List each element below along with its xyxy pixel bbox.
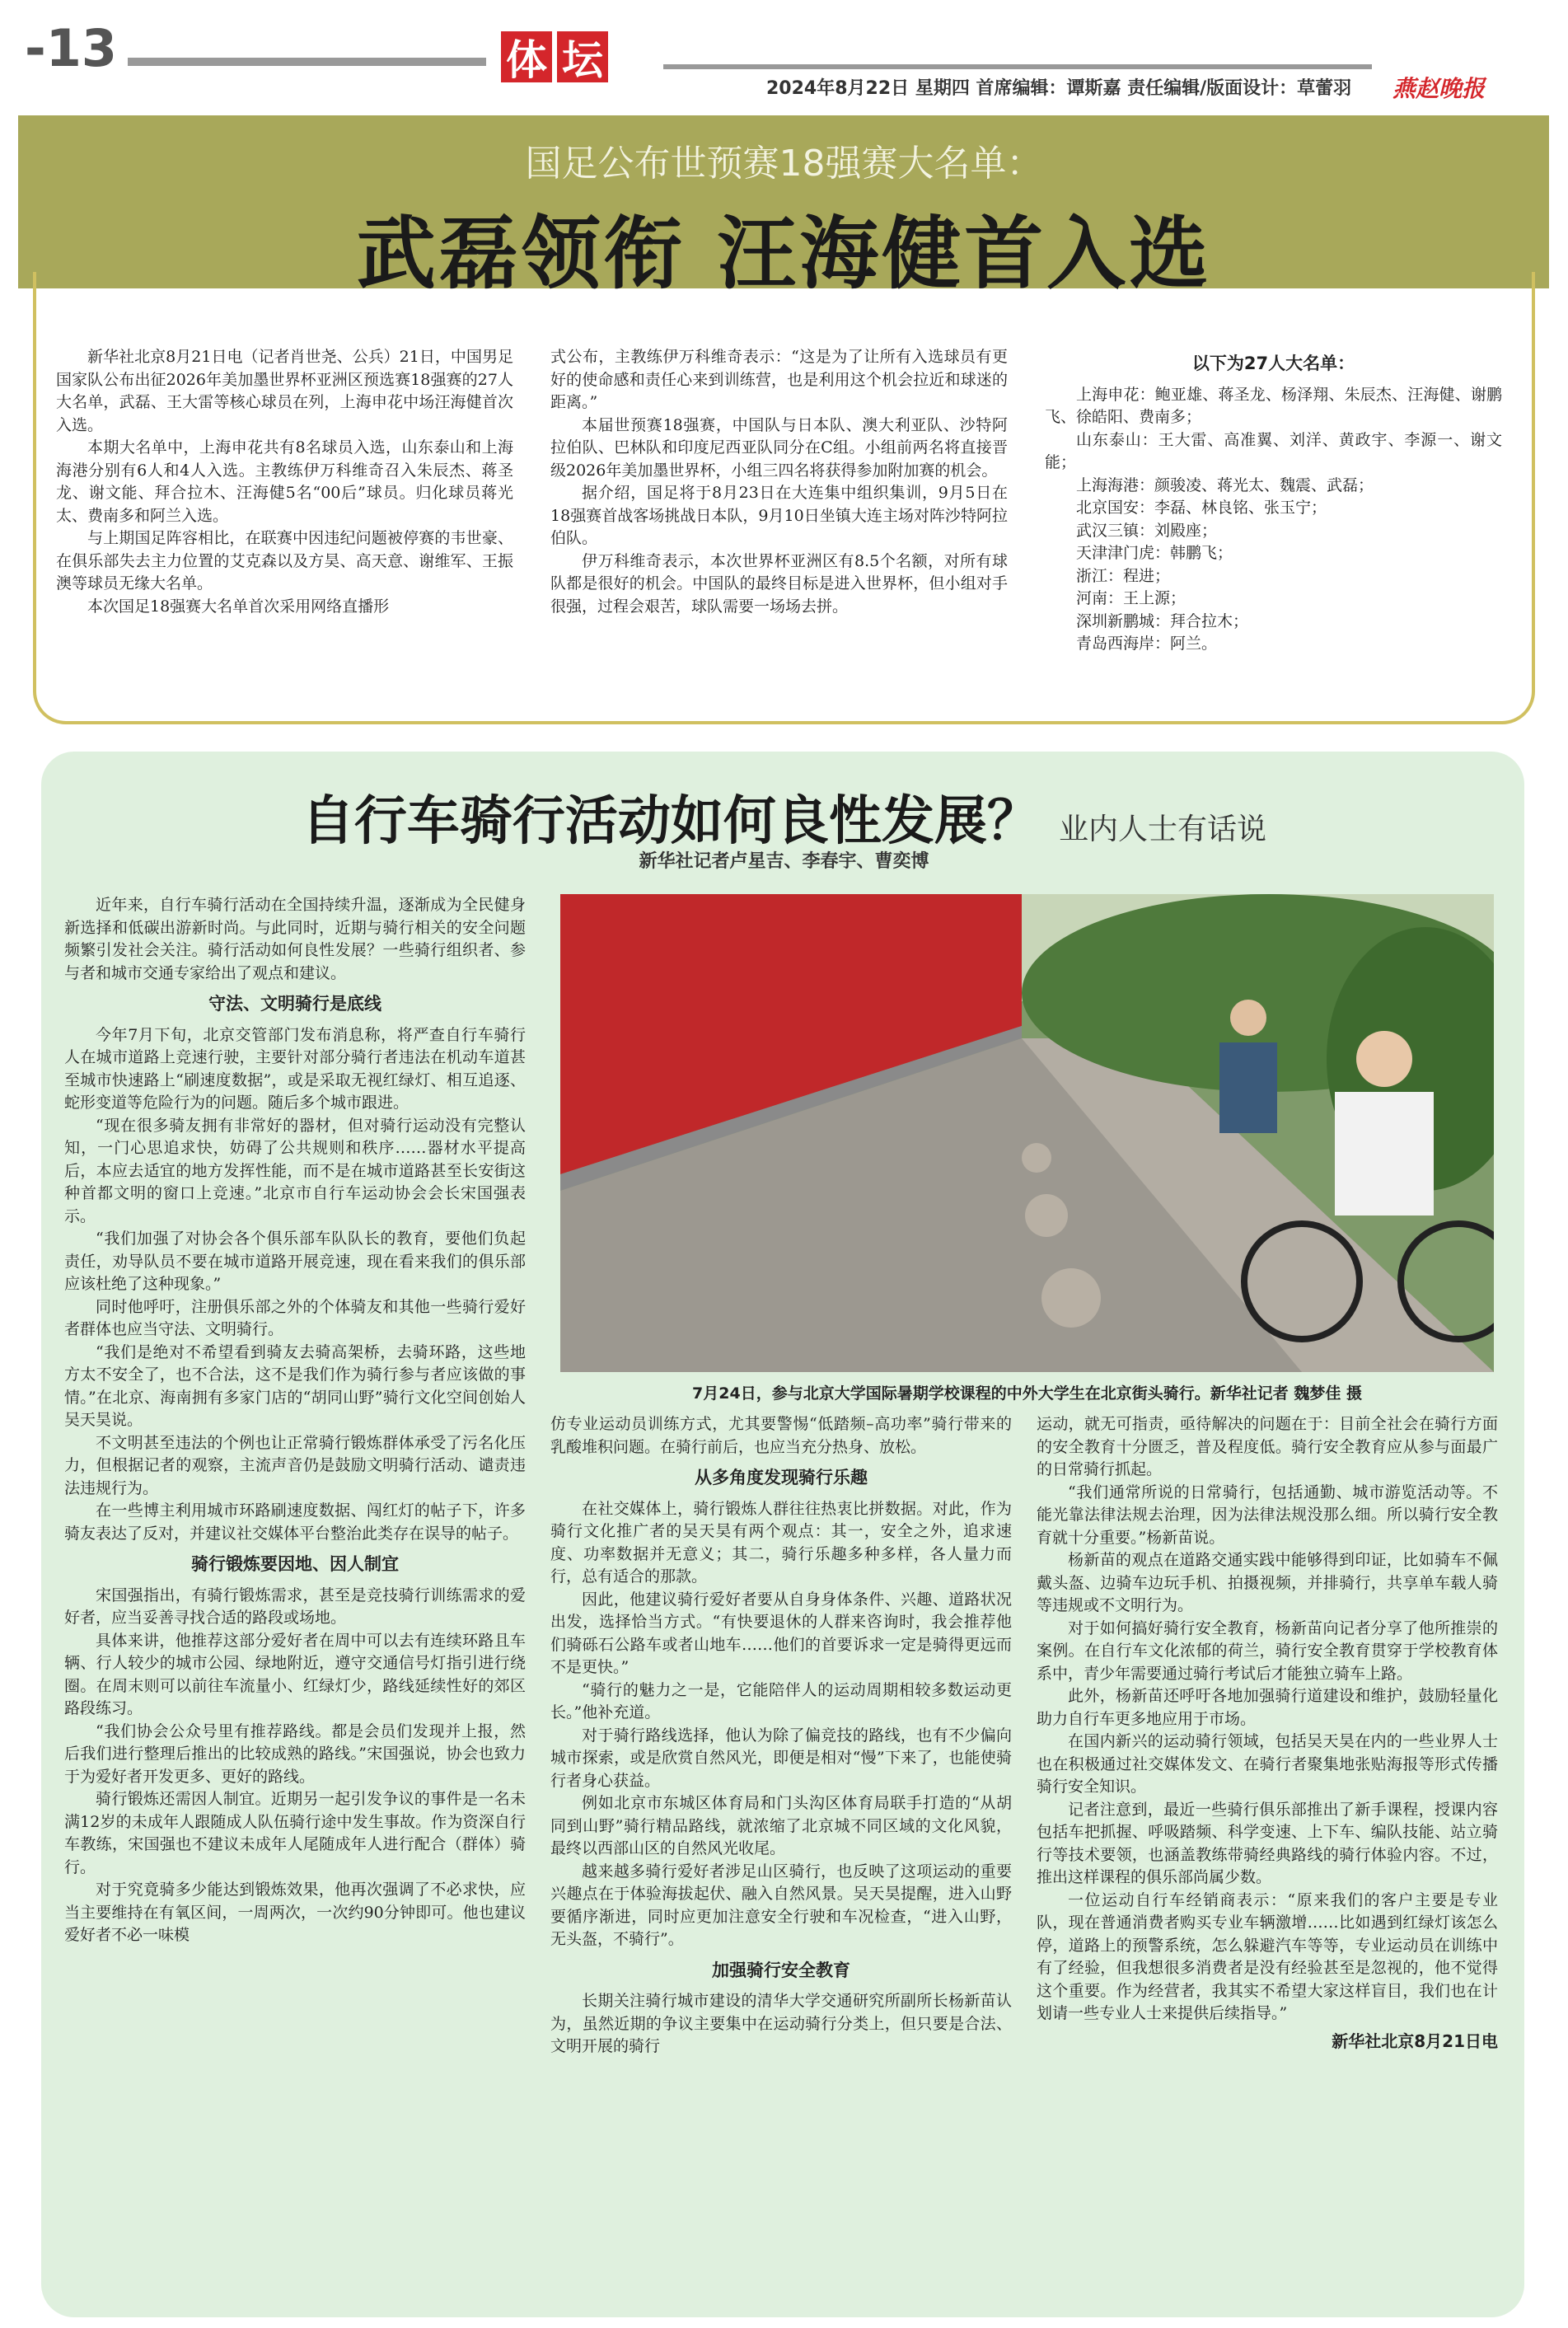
article2-col1b-p3: “我们协会公众号里有推荐路线。都是会员们发现并上报，然后我们进行整理后推出的比较成熟的路线。”宋国强说，协会也致力于为爱好者开发更多、更好的路线。 bbox=[64, 1721, 526, 1786]
subhead-safety-education: 加强骑行安全教育 bbox=[712, 1960, 850, 1980]
photo-caption: 7月24日，参与北京大学国际暑期学校课程的中外大学生在北京街头骑行。新华社记者 魏梦佳 摄 bbox=[692, 1384, 1362, 1403]
roster-shenzhen: 深圳新鹏城：拜合拉木； bbox=[1076, 611, 1249, 630]
roster-title: 以下为27人大名单： bbox=[1191, 354, 1355, 373]
article1-col2-p4: 伊万科维奇表示，本次世界杯亚洲区有8.5个名额，对所有球队都是很好的机会。中国队的最终目标是进入世界杯，但小组对手很强，过程会艰苦，球队需要一场场去拼。 bbox=[550, 551, 1008, 616]
article2-col1b-p5: 对于究竟骑多少能达到锻炼效果，他再次强调了不必求快，应当主要维持在有氧区间，一周两次，一次约90分钟即可。他也建议爱好者不必一味模 bbox=[64, 1881, 526, 1944]
article2-col2a-p1: 仿专业运动员训练方式，尤其要警惕“低踏频–高功率”骑行带来的乳酸堆积问题。在骑行前后，也应当充分热身、放松。 bbox=[550, 1415, 1012, 1456]
article2-col3 bbox=[1037, 1413, 1498, 2053]
article2-signoff: 新华社北京8月21日电 bbox=[1332, 2031, 1498, 2051]
article1-col1-p1: 新华社北京8月21日电（记者肖世尧、公兵）21日，中国男足国家队公布出征2026年美加墨世界杯亚洲区预选赛18强赛的27人大名单，武磊、王大雷等核心球员在列，上海申花中场汪海健首次入选。 bbox=[56, 348, 513, 434]
roster-wuhan: 武汉三镇：刘殿座； bbox=[1076, 521, 1218, 540]
article2-col1a-p5: “我们是绝对不希望看到骑友去骑高架桥，去骑环路，这些地方太不安全了，也不合法，这不是我们作为骑行参与者应该做的事情。”在北京、海南拥有多家门店的“胡同山野”骑行文化空间创始人吴天昊说。 bbox=[64, 1342, 526, 1429]
article2-col1a-p1: 今年7月下旬，北京交管部门发布消息称，将严查自行车骑行人在城市道路上竞速行驶，主要针对部分骑行者违法在机动车道甚至城市快速路上“刷速度数据”，或是采取无视红绿灯、相互追逐、蛇形变道等危险行为的问题。随后多个城市跟进。 bbox=[64, 1025, 526, 1112]
page-number-value: 13 bbox=[45, 18, 118, 78]
article2-col2b-p5: 例如北京市东城区体育局和门头沟区体育局联手打造的“从胡同到山野”骑行精品路线，就浓缩了北京城不同区域的文化风貌，最终以西部山区的自然风光收尾。 bbox=[550, 1794, 1012, 1857]
section-tag bbox=[501, 31, 608, 82]
article2-col1b-p4: 骑行锻炼还需因人制宜。近期另一起引发争议的事件是一名未满12岁的未成年人跟随成人队伍骑行途中发生事故。作为资深自行车教练，宋国强也不建议未成年人尾随成年人进行配合（群体）骑行。 bbox=[64, 1790, 526, 1876]
article1-col2-p3: 据介绍，国足将于8月23日在大连集中组织集训，9月5日在18强赛首战客场挑战日本队，9月10日坐镇大连主场对阵沙特阿拉伯队。 bbox=[550, 484, 1008, 547]
roster-shanghai-port: 上海海港：颜骏凌、蒋光太、魏震、武磊； bbox=[1076, 475, 1374, 494]
article2-col2b-p2: 因此，他建议骑行爱好者要从自身身体条件、兴趣、道路状况出发，选择恰当方式。“有快要退休的人群来咨询时，我会推荐他们骑砾石公路车或者山地车……他们的首要诉求一定是骑得更远而不是更快。” bbox=[550, 1590, 1012, 1676]
article2-subhead: 业内人士有话说 bbox=[1059, 813, 1267, 846]
article1-col1-p2: 本期大名单中，上海申花共有8名球员入选，山东泰山和上海海港分别有6人和4人入选。主教练伊万科维奇召入朱辰杰、蒋圣龙、谢文能、拜合拉木、汪海健5名“00后”球员。归化球员蒋光太、费南多和阿兰入选。 bbox=[56, 438, 513, 525]
article2-col3-p5: 此外，杨新苗还呼吁各地加强骑行道建设和维护，鼓励轻量化助力自行车更多地应用于市场。 bbox=[1037, 1687, 1498, 1728]
article2-col3-p7: 记者注意到，最近一些骑行俱乐部推出了新手课程，授课内容包括车把抓握、呼吸踏频、科学变速、上下车、编队技能、站立骑行等技术要领，也涵盖教练带骑经典路线的骑行体验内容。不过，推出这样课程的俱乐部尚属少数。 bbox=[1037, 1800, 1498, 1886]
roster-tianjin: 天津津门虎：韩鹏飞； bbox=[1076, 544, 1233, 562]
subhead-find-fun: 从多角度发现骑行乐趣 bbox=[695, 1468, 868, 1487]
article1-col1-p3: 与上期国足阵容相比，在联赛中因违纪问题被停赛的韦世豪、在俱乐部失去主力位置的艾克森以及方昊、高天意、谢维军、王振澳等球员无缘大名单。 bbox=[56, 529, 513, 593]
article2-col2b-p6: 越来越多骑行爱好者涉足山区骑行，也反映了这项运动的重要兴趣点在于体验海拔起伏、融入自然风景。吴天昊提醒，进入山野要循序渐进，同时应更加注意安全行驶和车况检查，“进入山野，无头盔，不骑行”。 bbox=[550, 1862, 1012, 1948]
article2-col1a-p4: 同时他呼吁，注册俱乐部之外的个体骑友和其他一些骑行爱好者群体也应当守法、文明骑行。 bbox=[64, 1297, 526, 1338]
article2-col1b-p1: 宋国强指出，有骑行锻炼需求，甚至是竞技骑行训练需求的爱好者，应当妥善寻找合适的路段或场地。 bbox=[64, 1586, 526, 1627]
subhead-place-person: 骑行锻炼要因地、因人制宜 bbox=[191, 1554, 399, 1574]
roster-beijing-guoan: 北京国安：李磊、林良铭、张玉宁； bbox=[1076, 499, 1327, 517]
roster-shanghai-shenhua: 上海申花：鲍亚雄、蒋圣龙、杨泽翔、朱辰杰、汪海健、谢鹏飞、徐皓阳、费南多； bbox=[1045, 385, 1502, 426]
issue-line: 2024年8月22日 星期四 首席编辑：谭斯嘉 责任编辑/版面设计：草蕾羽 bbox=[766, 78, 1352, 99]
article1-headline: 武磊领衔 汪海健首入选 bbox=[356, 208, 1212, 300]
article2-col3-p1: 运动，就无可指责，亟待解决的问题在于：目前全社会在骑行方面的安全教育十分匮乏，普及程度低。骑行安全教育应从参与面最广的日常骑行抓起。 bbox=[1037, 1415, 1498, 1478]
article2-byline: 新华社记者卢星吉、李春宇、曹奕博 bbox=[639, 851, 929, 872]
article2-col3-p4: 对于如何搞好骑行安全教育，杨新苗向记者分享了他所推崇的案例。在自行车文化浓郁的荷兰，骑行安全教育贯穿于学校教育体系中，青少年需要通过骑行考试后才能独立骑车上路。 bbox=[1037, 1618, 1498, 1683]
article1-col1-p4: 本次国足18强赛大名单首次采用网络直播形 bbox=[87, 597, 390, 616]
cyclists-photo-illustration bbox=[560, 894, 1494, 1372]
article2-col1a-p3: “我们加强了对协会各个俱乐部车队队长的教育，要他们负起责任，劝导队员不要在城市道路开展竞速，现在看来我们的俱乐部应该杜绝了这种现象。” bbox=[64, 1230, 526, 1293]
roster-henan: 河南：王上源； bbox=[1076, 589, 1187, 607]
page-number: -13 bbox=[25, 18, 118, 78]
article1-col2 bbox=[550, 346, 1008, 618]
article1-kicker: 国足公布世预赛18强赛大名单： bbox=[525, 143, 1043, 185]
article2-col3-p3: 杨新苗的观点在道路交通实践中能够得到印证，比如骑车不佩戴头盔、边骑车边玩手机、拍摄视频，并排骑行，共享单车载人骑等违规或不文明行为。 bbox=[1037, 1551, 1498, 1614]
article2-intro: 近年来，自行车骑行活动在全国持续升温，逐渐成为全民健身新选择和低碳出游新时尚。与此同时，近期与骑行相关的安全问题频繁引发社会关注。骑行活动如何良性发展？一些骑行组织者、参与者和城市交通专家给出了观点和建议。 bbox=[64, 896, 526, 982]
article2-col3-p6: 在国内新兴的运动骑行领域，包括吴天昊在内的一些业界人士也在积极通过社交媒体发文、在骑行者聚集地张贴海报等形式传播骑行安全知识。 bbox=[1037, 1732, 1498, 1796]
article2-col2c-p1: 长期关注骑行城市建设的清华大学交通研究所副所长杨新苗认为，虽然近期的争议主要集中在运动骑行分类上，但只要是合法、文明开展的骑行 bbox=[550, 1992, 1012, 2055]
article2-headline: 自行车骑行活动如何良性发展？ bbox=[301, 791, 1040, 852]
article2-col1b-p2: 具体来讲，他推荐这部分爱好者在周中可以去有连续环路且车辆、行人较少的城市公园、绿地附近，遵守交通信号灯指引进行绕圈。在周末则可以前往车流量小、红绿灯少，路线延续性好的郊区路段练习。 bbox=[64, 1631, 526, 1717]
article2-col1a-p6: 不文明甚至违法的个例也让正常骑行锻炼群体承受了污名化压力，但根据记者的观察，主流声音仍是鼓励文明骑行活动、谴责违法违规行为。 bbox=[64, 1433, 526, 1497]
article2-col3-p8: 一位运动自行车经销商表示：“原来我们的客户主要是专业队，现在普通消费者购买专业车辆激增……比如遇到红绿灯该怎么停，道路上的预警系统，怎么躲避汽车等等，专业运动员在训练中有了经验，但我想很多消费者是没有经验甚至是忽视的，他不觉得这个重要。作为经营者，我其实不希望大家这样盲目，我们也在计划请一些专业人士来提供后续指导。” bbox=[1037, 1890, 1498, 2022]
article1-col2-p1: 式公布，主教练伊万科维奇表示：“这是为了让所有入选球员有更好的使命感和责任心来到训练营，也是利用这个机会拉近和球迷的距离。” bbox=[550, 348, 1008, 411]
roster-shandong-taishan: 山东泰山：王大雷、高准翼、刘洋、黄政宇、李源一、谢文能； bbox=[1045, 430, 1502, 471]
article1-col2-p2: 本届世预赛18强赛，中国队与日本队、澳大利亚队、沙特阿拉伯队、巴林队和印度尼西亚队同分在C组。小组前两名将直接晋级2026年美加墨世界杯，小组三四名将获得参加附加赛的机会。 bbox=[550, 415, 1008, 480]
header-rule-left bbox=[128, 58, 486, 66]
cyclists-photo bbox=[560, 894, 1494, 1372]
article2-col1a-p2: “现在很多骑友拥有非常好的器材，但对骑行运动没有完整认知，一门心思追求快，妨碍了公共规则和秩序……器材水平提高后，本应去适宜的地方发挥性能，而不是在城市道路甚至长安街这种首都文明的窗口上竞速。”北京市自行车运动协会会长宋国强表示。 bbox=[64, 1116, 526, 1225]
article2-col2 bbox=[550, 1413, 1012, 2059]
paper-name-logo: 燕赵晚报 bbox=[1392, 75, 1486, 102]
header-rule-right bbox=[663, 64, 1372, 69]
article1-roster bbox=[1045, 346, 1502, 656]
section-char-1: 体 bbox=[501, 31, 552, 82]
article2-col2b-p1: 在社交媒体上，骑行锻炼人群往往热衷比拼数据。对此，作为骑行文化推广者的吴天昊有两个观点：其一，安全之外，追求速度、功率数据并无意义；其二，骑行乐趣多种多样，各人量力而行，总有适合的那款。 bbox=[550, 1499, 1012, 1586]
article2-col1 bbox=[64, 894, 526, 1947]
article2-col1a-p7: 在一些博主利用城市环路刷速度数据、闯红灯的帖子下，许多骑友表达了反对，并建议社交媒体平台整治此类存在误导的帖子。 bbox=[64, 1501, 526, 1543]
article2-headline-row bbox=[0, 779, 1568, 855]
roster-zhejiang: 浙江：程进； bbox=[1076, 566, 1171, 585]
section-char-2: 坛 bbox=[557, 31, 608, 82]
article2-col3-p2: “我们通常所说的日常骑行，包括通勤、城市游览活动等。不能光靠法律法规去治理，因为法律法规没那么细。所以骑行安全教育就十分重要。”杨新苗说。 bbox=[1037, 1483, 1498, 1547]
subhead-law-civility: 守法、文明骑行是底线 bbox=[208, 994, 381, 1014]
roster-qingdao: 青岛西海岸：阿兰。 bbox=[1076, 635, 1218, 653]
article2-col2b-p3: “骑行的魅力之一是，它能陪伴人的运动周期相较多数运动更长。”他补充道。 bbox=[550, 1680, 1012, 1721]
article2-col2b-p4: 对于骑行路线选择，他认为除了偏竞技的路线，也有不少偏向城市探索，或是欣赏自然风光，即便是相对“慢”下来了，也能使骑行者身心获益。 bbox=[550, 1726, 1012, 1790]
article1-col1 bbox=[56, 346, 513, 618]
